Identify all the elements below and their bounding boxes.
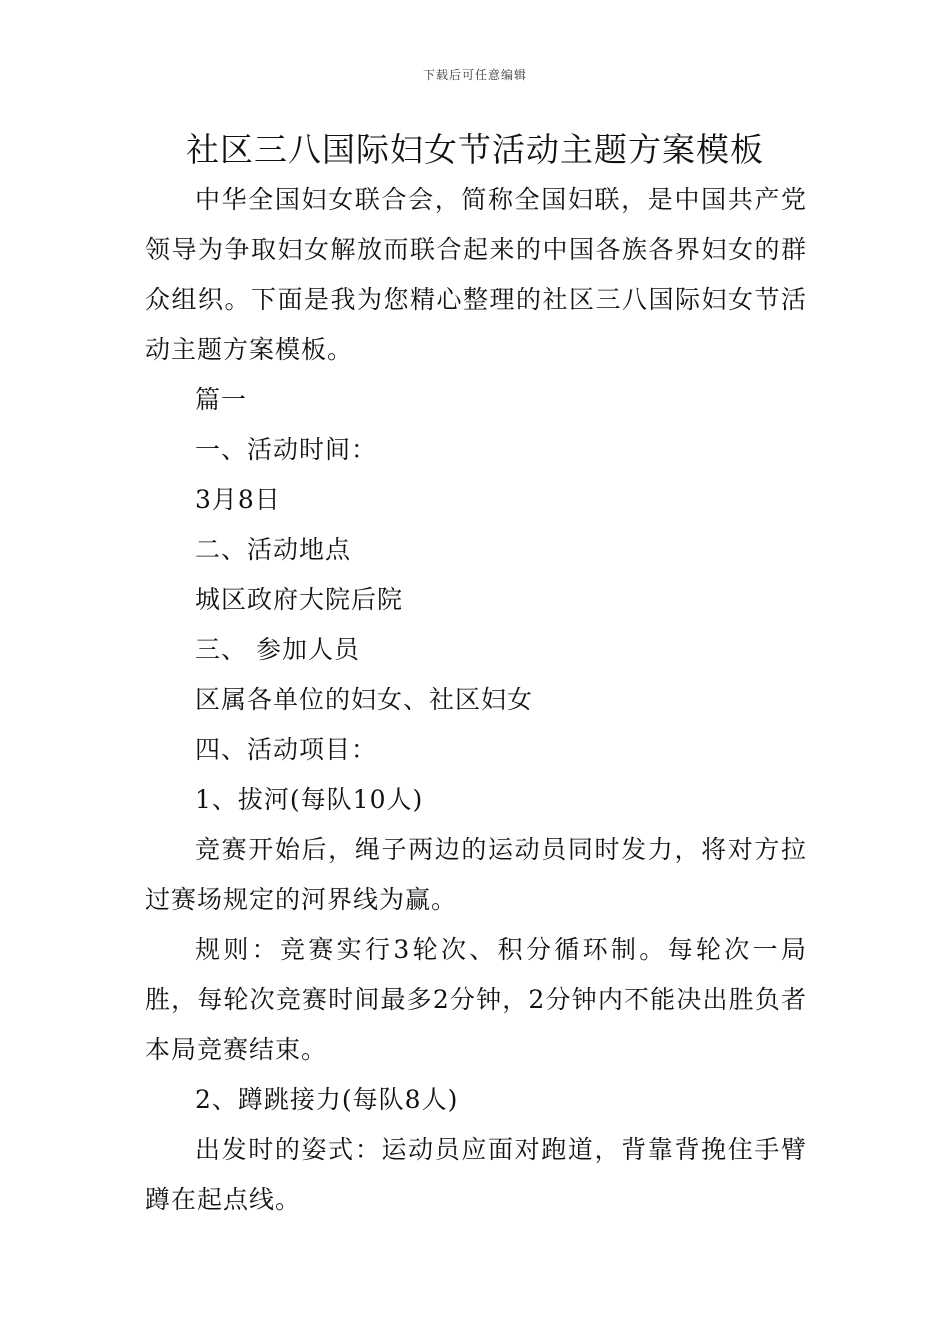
- activity-squat-jump-relay: 2、蹲跳接力(每队8人): [195, 1085, 459, 1114]
- document-title: 社区三八国际妇女节活动主题方案模板: [186, 130, 764, 169]
- header-note: 下载后可任意编辑: [422, 68, 527, 82]
- tug-of-war-rules: 规则：竞赛实行3轮次、积分循环制。每轮次一局胜，每轮次竞赛时间最多2分钟，2分钟内不能决出胜负者本局竞赛结束。: [145, 935, 807, 1064]
- document-body: [145, 175, 807, 1225]
- item-value-location: 城区政府大院后院: [195, 585, 404, 614]
- item-heading-time: 一、活动时间：: [195, 435, 378, 464]
- item-heading-activities: 四、活动项目：: [195, 735, 378, 764]
- item-heading-location: 二、活动地点: [195, 535, 352, 564]
- section-label: 篇一: [195, 385, 248, 414]
- squat-jump-start-posture: 出发时的姿式：运动员应面对跑道，背靠背挽住手臂蹲在起点线。: [145, 1135, 807, 1214]
- item-heading-participants: 三、 参加人员: [195, 635, 360, 664]
- activity-tug-of-war: 1、拔河(每队10人): [195, 785, 424, 814]
- item-value-participants: 区属各单位的妇女、社区妇女: [195, 685, 534, 714]
- item-value-time: 3月8日: [195, 485, 281, 514]
- tug-of-war-description: 竞赛开始后，绳子两边的运动员同时发力，将对方拉过赛场规定的河界线为赢。: [145, 835, 807, 914]
- intro-paragraph: 中华全国妇女联合会，简称全国妇联，是中国共产党领导为争取妇女解放而联合起来的中国各族各界妇女的群众组织。下面是我为您精心整理的社区三八国际妇女节活动主题方案模板。: [145, 185, 807, 364]
